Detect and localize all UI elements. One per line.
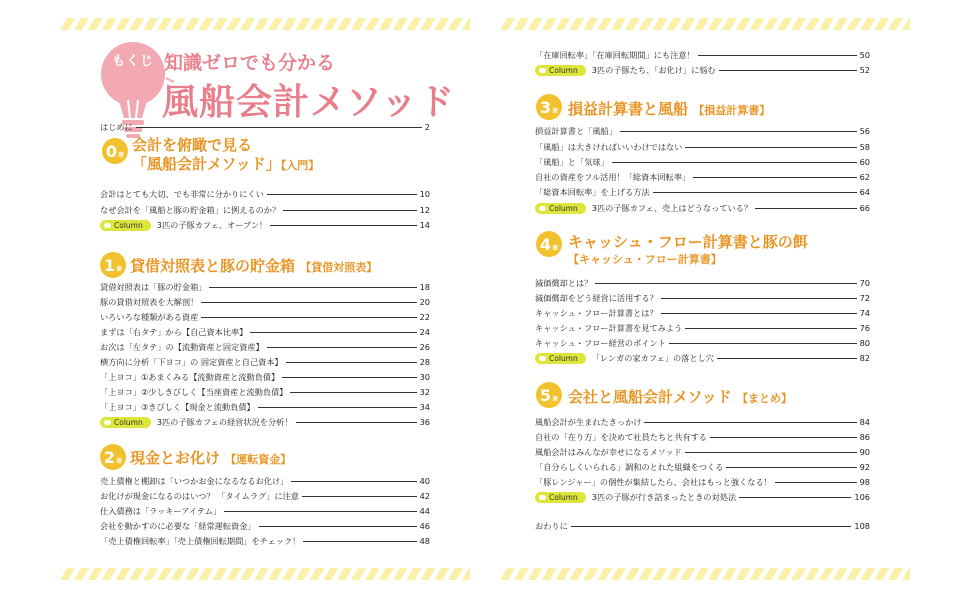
column-tag: Column [535,353,586,364]
leader-line [250,332,416,333]
chapter-badge: 2 章 [100,444,126,470]
toc-label: 「上ヨコ」③きびしく【現金と流動負債】 [100,401,255,412]
toc-row[interactable] [535,445,870,459]
toc-row[interactable] [100,519,430,533]
column-tag: Column [535,65,586,76]
toc-row[interactable] [535,321,870,335]
leader-line [693,177,856,178]
toc-row[interactable] [100,355,430,369]
toc-page: 76 [859,323,870,333]
toc-row[interactable] [100,187,430,201]
toc-page: 92 [859,462,870,472]
book-subtitle: 知識ゼロでも分かる [164,52,336,74]
toc-label: お化けが現金になるのはいつ？ 「タイムラグ」に注意 [100,490,299,501]
toc-row[interactable] [100,370,430,384]
toc-label: 減価償却とは？ [535,277,593,288]
toc-row[interactable] [535,336,870,350]
toc-page: 98 [859,477,870,487]
toc-label: 「風船」と「気球」 [535,156,609,167]
chapter-title: 会社と風船会計メソッド 【まとめ】 [568,388,793,406]
toc-page: 36 [419,417,430,427]
chapter-badge: 4 章 [536,231,562,257]
leader-line [726,467,856,468]
toc-page: 84 [859,417,870,427]
toc-page: 12 [419,205,430,215]
column-tag: Column [100,417,151,428]
leader-line [303,541,416,542]
toc-label: 「売上債権回転率」「売上債権回転期間」をチェック！ [100,535,301,546]
leader-line [661,313,857,314]
leader-line [685,328,856,329]
toc-row[interactable] [100,474,430,488]
toc-page: 14 [419,220,430,230]
toc-row-column[interactable] [535,351,870,365]
top-stripe-right [500,18,910,30]
toc-label: 「風船」は大きければいいわけではない [535,141,683,152]
toc-page: 2 [424,122,430,132]
toc-row[interactable] [535,185,870,199]
toc-page: 86 [859,432,870,442]
toc-label: 「豚レンジャー」の個性が集結したら、会社はもっと強くなる！ [535,476,772,487]
toc-row[interactable] [100,203,430,217]
toc-label: 自社の「在り方」を決めて社員たちと共有する [535,431,707,442]
toc-page: 58 [859,142,870,152]
toc-page: 22 [419,312,430,322]
chapter-title: キャッシュ・フロー計算書と豚の餌 [568,233,808,251]
leader-line [267,347,417,348]
toc-label: 「レンガの家カフェ」の落とし穴 [591,352,714,363]
chapter-badge: 0 章 [102,138,128,164]
leader-line [661,298,857,299]
toc-row[interactable] [100,489,430,503]
toc-row[interactable] [100,504,430,518]
toc-label: キャッシュ・フロー計算書とは？ [535,307,658,318]
toc-page: 20 [419,297,430,307]
toc-page: 62 [859,172,870,182]
column-tag: Column [100,220,151,231]
toc-page: 90 [859,447,870,457]
toc-row[interactable] [100,310,430,324]
leader-line [201,317,416,318]
toc-page: 74 [859,308,870,318]
leader-line [685,452,857,453]
toc-page: 72 [859,293,870,303]
toc-row[interactable] [535,460,870,474]
toc-row[interactable] [535,276,870,290]
toc-label: キャッシュ・フロー計算書を見てみよう [535,322,683,333]
chapter-title-line2: 「風船会計メソッド」【入門】 [132,155,320,173]
toc-row[interactable] [535,415,870,429]
toc-label: 「上ヨコ」①あまくみる【流動資産と流動負債】 [100,371,280,382]
toc-row-column[interactable] [100,415,430,429]
leader-line [698,55,857,56]
toc-page: 106 [854,492,870,502]
toc-label: キャッシュ・フロー経営のポイント [535,337,666,348]
toc-label: 損益計算書と「風船」 [535,125,617,136]
toc-page: 32 [419,387,430,397]
leader-line [644,422,856,423]
toc-label: なぜ会計を「風船と豚の貯金箱」に例えるのか？ [100,204,281,215]
toc-row-column[interactable] [535,201,870,215]
leader-line [685,147,856,148]
leader-line [612,162,857,163]
toc-label: おわりに [535,520,568,531]
leader-line [270,225,416,226]
toc-label: 仕入債務は「ラッキーアイテム」 [100,505,222,516]
leader-line [209,287,416,288]
leader-line [136,127,422,128]
toc-label: 3匹の子豚が行き詰まったときの対処法 [591,491,737,502]
toc-label: 貸借対照表は「豚の貯金箱」 [100,281,207,292]
toc-page: 44 [419,506,430,516]
leader-line [224,511,416,512]
toc-row[interactable] [100,340,430,354]
column-tag: Column [535,492,586,503]
leader-line [267,194,417,195]
toc-row[interactable] [100,280,430,294]
chapter-title: 貸借対照表と豚の貯金箱 【貸借対照表】 [130,257,378,275]
toc-label: 風船会計はみんなが幸せになるメソッド [535,446,682,457]
toc-page: 30 [419,372,430,382]
leader-line [669,343,857,344]
toc-row-column[interactable] [535,63,870,77]
toc-row[interactable] [100,385,430,399]
leader-line [290,392,416,393]
toc-label: 豚の貸借対照表を大解剖！ [100,296,199,307]
toc-label: 「上ヨコ」②少しきびしく【当座資産と流動負債】 [100,386,288,397]
toc-row[interactable] [535,124,870,138]
chapter-title-line2: 【キャッシュ・フロー計算書】 [568,253,722,266]
toc-page: 40 [419,476,430,486]
toc-row[interactable] [535,306,870,320]
toc-row[interactable] [100,534,430,548]
toc-label: 風船会計が生まれたきっかけ [535,416,642,427]
toc-page: 42 [419,491,430,501]
toc-page: 28 [419,357,430,367]
toc-page: 48 [419,536,430,546]
toc-row[interactable] [535,170,870,184]
leader-line [719,70,857,71]
leader-line [291,481,416,482]
toc-row-column[interactable] [535,490,870,504]
toc-label: 売上債権と棚卸は「いつかお金になるなるお化け」 [100,475,289,486]
bottom-stripe-left [60,568,470,580]
chapter-title: 損益計算書と風船 【損益計算書】 [568,100,771,118]
toc-page: 82 [859,353,870,363]
toc-row-column[interactable] [100,218,430,232]
toc-row[interactable] [535,430,870,444]
leader-line [595,283,856,284]
leader-line [282,377,416,378]
leader-line [653,192,857,193]
leader-line [739,497,851,498]
toc-row[interactable] [535,48,870,62]
toc-page: 52 [859,65,870,75]
bottom-stripe-right [500,568,910,580]
mokuji-badge: もくじ [111,54,154,69]
toc-page: 66 [859,203,870,213]
leader-line [755,208,856,209]
toc-label: 横方向に分析「下ヨコ」の 固定資産と自己資本】 [100,356,283,367]
toc-row[interactable] [100,295,430,309]
toc-row-intro[interactable] [100,120,430,134]
toc-label: 3匹の子豚カフェの経営状況を分析！ [156,416,293,427]
toc-row[interactable] [535,140,870,154]
toc-label: 会社を動かすのに必要な「経常運転資金」 [100,520,256,531]
toc-label: 減価償却をどう経営に活用する？ [535,292,658,303]
leader-line [717,358,857,359]
toc-row[interactable] [100,325,430,339]
leader-line [286,362,417,363]
toc-page: 26 [419,342,430,352]
leader-line [296,422,417,423]
toc-row[interactable] [535,291,870,305]
leader-line [571,526,852,527]
toc-row[interactable] [535,475,870,489]
toc-label: 3匹の子豚カフェ、売上はどうなっている？ [591,202,753,213]
toc-label: はじめに [100,121,133,132]
toc-page: 64 [859,187,870,197]
leader-line [259,526,417,527]
toc-label: いろいろな種類がある資産 [100,311,199,322]
leader-line [710,437,857,438]
toc-page: 10 [419,189,430,199]
toc-label: 「自分らしくいられる」調和のとれた組織をつくる [535,461,724,472]
toc-row[interactable] [535,155,870,169]
leader-line [620,131,857,132]
toc-label: 3匹の子豚カフェ、オープン！ [156,219,268,230]
toc-page: 50 [859,50,870,60]
toc-page: 60 [859,157,870,167]
toc-page: 46 [419,521,430,531]
toc-label: 「在庫回転率」「在庫回転期間」にも注意！ [535,49,695,60]
toc-page: 70 [859,278,870,288]
toc-label: 自社の資産をフル活用！「総資本回転率」 [535,171,691,182]
leader-line [201,302,416,303]
toc-page: 56 [859,126,870,136]
toc-label: まずは「右タテ」から【自己資本比率】 [100,326,248,337]
chapter-title: 会計を俯瞰で見る [132,136,253,154]
toc-row-outro[interactable] [535,519,870,533]
leader-line [775,482,857,483]
leader-line [283,210,416,211]
toc-label: 3匹の子豚たち、「お化け」に悩む [591,64,716,75]
chapter-title: 現金とお化け 【運転資金】 [130,449,292,467]
leader-line [258,407,417,408]
toc-row[interactable] [100,400,430,414]
toc-label: お次は「左タテ」の【流動資産と固定資産】 [100,341,264,352]
toc-label: 「総資本回転率」を上げる方法 [535,186,650,197]
toc-page: 108 [854,521,870,531]
chapter-badge: 5 章 [536,382,562,408]
toc-page: 80 [859,338,870,348]
toc-page: 18 [419,282,430,292]
column-tag: Column [535,203,586,214]
chapter-badge: 1 章 [100,252,126,278]
chapter-badge: 3 章 [536,94,562,120]
toc-page: 34 [419,402,430,412]
toc-label: 会計はとても大切、でも非常に分かりにくい [100,188,264,199]
top-stripe-left [60,18,470,30]
leader-line [302,496,417,497]
book-title: 風船会計メソッド [162,82,456,123]
toc-page: 24 [419,327,430,337]
